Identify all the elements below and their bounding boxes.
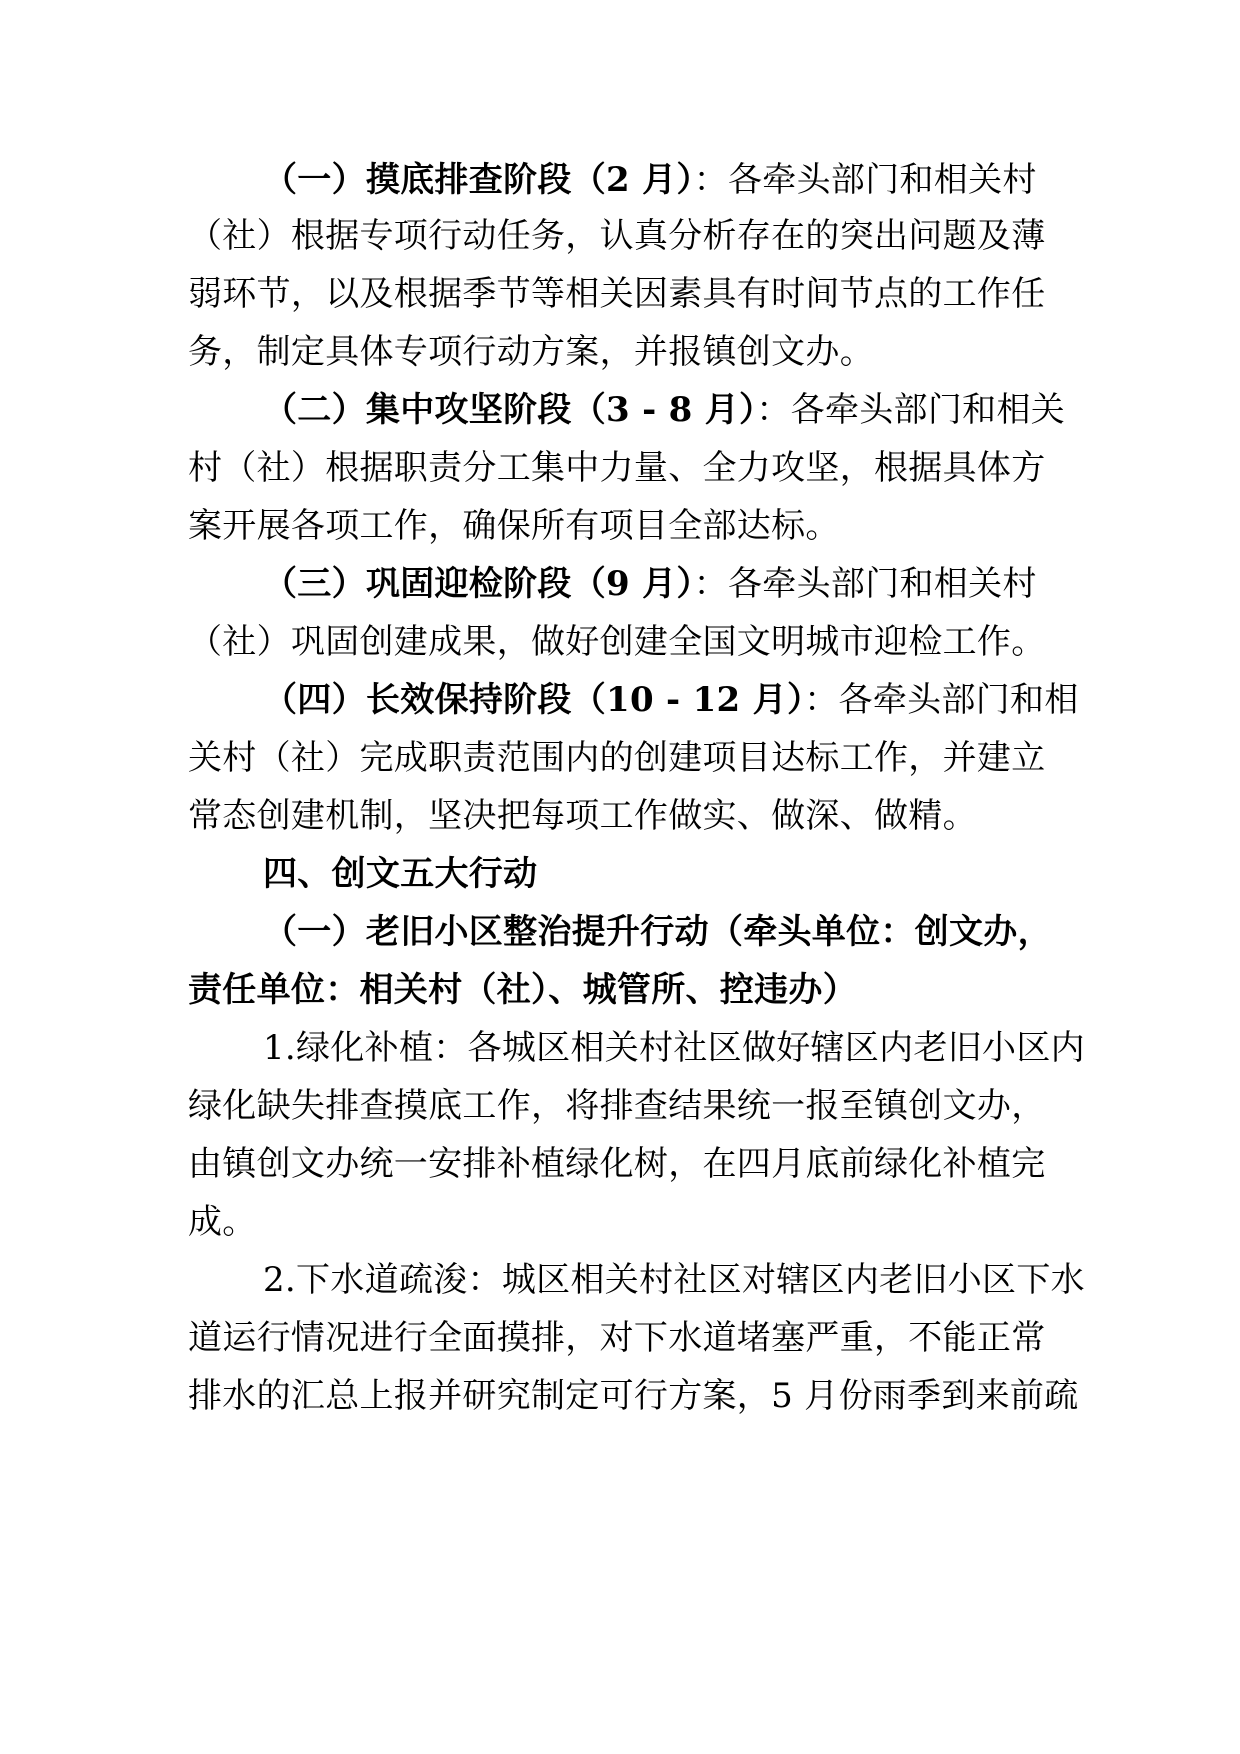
text-line: （社）巩固创建成果，做好创建全国文明城市迎检工作。 (188, 622, 1046, 662)
text-line: 排水的汇总上报并研究制定可行方案，5 月份雨季到来前疏 (188, 1376, 1079, 1416)
stage-4-heading: （四）长效保持阶段（10 - 12 月） (263, 680, 805, 720)
text-line: 案开展各项工作，确保所有项目全部达标。 (188, 506, 840, 546)
section-heading: 四、创文五大行动 (263, 854, 538, 894)
paragraph-stage-4 (0, 678, 1240, 722)
stage-4-text: ：各牵头部门和相 (804, 680, 1079, 720)
text-line: 由镇创文办统一安排补植绿化树，在四月底前绿化补植完 (188, 1144, 1046, 1184)
stage-2-text: ：各牵头部门和相关 (756, 390, 1066, 430)
text-line: 关村（社）完成职责范围内的创建项目达标工作，并建立 (188, 738, 1046, 778)
stage-1-text: ：各牵头部门和相关村 (693, 160, 1037, 200)
stage-3-text: ：各牵头部门和相关村 (693, 564, 1037, 604)
text-line: 常态创建机制，坚决把每项工作做实、做深、做精。 (188, 796, 977, 836)
paragraph-item-2: 2.下水道疏浚：城区相关村社区对辖区内老旧小区下水 (263, 1260, 1085, 1300)
paragraph-stage-1 (0, 158, 1240, 202)
text-line: （社）根据专项行动任务，认真分析存在的突出问题及薄 (188, 216, 1046, 256)
stage-1-heading: （一）摸底排查阶段（2 月） (263, 160, 694, 200)
text-line: 道运行情况进行全面摸排，对下水道堵塞严重，不能正常 (188, 1318, 1046, 1358)
paragraph-stage-2 (0, 388, 1240, 432)
subsection-heading: （一）老旧小区整治提升行动（牵头单位：创文办， (263, 912, 1052, 952)
text-line: 绿化缺失排查摸底工作，将排查结果统一报至镇创文办， (188, 1086, 1046, 1126)
text-line: 成。 (188, 1202, 257, 1242)
text-line: 务，制定具体专项行动方案，并报镇创文办。 (188, 332, 874, 372)
subsection-heading-cont: 责任单位：相关村（社）、城管所、控违办） (188, 970, 857, 1010)
text-line: 村（社）根据职责分工集中力量、全力攻坚，根据具体方 (188, 448, 1046, 488)
text-line: 弱环节，以及根据季节等相关因素具有时间节点的工作任 (188, 274, 1046, 314)
paragraph-stage-3 (0, 562, 1240, 606)
stage-3-heading: （三）巩固迎检阶段（9 月） (263, 564, 694, 604)
paragraph-item-1: 1.绿化补植：各城区相关村社区做好辖区内老旧小区内 (263, 1028, 1085, 1068)
stage-2-heading: （二）集中攻坚阶段（3 - 8 月） (263, 390, 757, 430)
